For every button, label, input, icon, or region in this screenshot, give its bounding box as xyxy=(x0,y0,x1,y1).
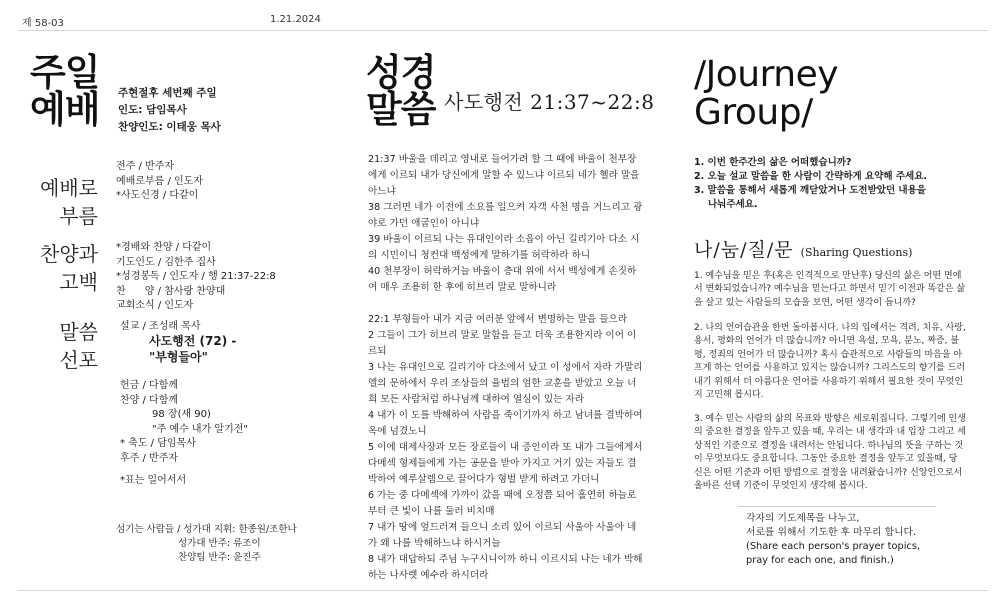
journey-question: 2. 오늘 설교 말씀을 한 사람이 간략하게 요약해 주세요. xyxy=(694,171,928,182)
section-title-line2: 부름 xyxy=(59,204,98,228)
worship-title-line1: 주일 xyxy=(30,51,100,94)
bottom-divider xyxy=(18,590,988,591)
sharing-question-1: 1. 예수님을 믿은 후(혹은 인격적으로 만난후) 당신의 삶은 어떤 면에서 변화되었습니까? 예수님을 믿는다고 하면서 믿기 이전과 똑같은 삶을 살고 있는 사람들의 모습을 보면, 어떤 생각이 듭니까? xyxy=(694,271,966,308)
section-title-line2: 선포 xyxy=(59,348,98,372)
sermon-title xyxy=(149,333,236,365)
closing-line: (Share each person's prayer topics, xyxy=(746,541,921,552)
scripture-title xyxy=(366,51,436,131)
worship-title xyxy=(30,51,100,131)
journey-question: 1. 이번 한주간의 삶은 어떠했습니까? xyxy=(694,157,852,168)
verse: 7 내가 땅에 엎드러져 들으니 소리 있어 이르되 사울아 사울아 네가 왜 나를 박해하느냐 하시거늘 xyxy=(368,522,637,549)
section-word-proclamation xyxy=(26,318,98,374)
scripture-title-line2: 말씀 xyxy=(366,88,436,131)
section-praise-confession xyxy=(26,240,98,296)
standing-note: *표는 일어서서 xyxy=(120,475,187,486)
order-response xyxy=(120,379,248,466)
closing-line: 서로를 위해서 기도한 후 마무리 합니다. xyxy=(746,527,917,538)
sharing-question-3: 3. 예수 믿는 사람의 삶의 목표와 방향은 세로워집니다. 그렇기에 인생의 중요한 결정을 앞두고 있을 때, 우리는 내 생각과 내 입장 그리고 세상적인 기준으로 결정을 내려서는 안됩니다. 하나님의 뜻을 구하는 것이 무엇보다도 중요합니다. 그동안 중요한 결정을 앞두고 있을때, 당신은 어떤 기준과 어떤 방법으로 결정을 내려왔습니까? 신앙인으로서 올바른 선택 기준이 무엇인지 생각해 봅시다. xyxy=(694,414,966,492)
journey-title-line1: /Journey xyxy=(694,54,839,95)
scripture-text xyxy=(368,152,644,584)
order-call-to-worship xyxy=(116,160,203,204)
hymn-title: "주 예수 내가 알기전" xyxy=(152,423,249,435)
sermon-title-line1: 사도행전 (72) - xyxy=(149,334,237,348)
closing-line: 각자의 기도제목을 나누고, xyxy=(746,513,860,524)
verse: 40 천부장이 허락하거늘 바울이 층대 위에 서서 백성에게 손짓하여 매우 조용히 한 후에 히브리 말로 말하니라 xyxy=(368,266,637,293)
verse: 8 내가 대답하되 주님 누구시니이까 하니 이르시되 나는 네가 박해하는 나사렛 예수라 하시더라 xyxy=(368,554,643,581)
verse: 3 나는 유대인으로 길리기아 다소에서 났고 이 성에서 자라 가말리엘의 문하에서 우리 조상들의 율법의 엄한 교훈을 받았고 오늘 너희 모든 사람처럼 하나님께 대하여 열심이 있는 자라 xyxy=(368,362,643,405)
journey-title-line2: Group/ xyxy=(694,92,813,133)
hymn-number: 98 장(새 90) xyxy=(152,409,211,420)
verse-gap xyxy=(368,296,644,312)
order-item: 기도인도 / 김한주 집사 xyxy=(116,256,216,268)
scripture-reference: 사도행전 21:37~22:8 xyxy=(444,90,655,114)
bulletin-date: 1.21.2024 xyxy=(270,14,321,25)
service-praise-leader: 찬양인도: 이태웅 목사 xyxy=(118,121,221,133)
verse: 22:1 부형들아 내가 지금 여러분 앞에서 변명하는 말을 들으라 xyxy=(368,314,628,325)
issue-number: 제 58-03 xyxy=(22,18,64,29)
order-item: *사도신경 / 다같이 xyxy=(116,190,199,201)
verse: 21:37 바울을 데리고 영내로 들어가려 할 그 때에 바울이 천부장에게 이르되 내가 당신에게 말할 수 있느냐 이르되 네가 헬라 말을 아느냐 xyxy=(368,154,640,197)
credits-line: 섬기는 사람들 / 성가대 지휘: 한종원/조한나 xyxy=(116,524,297,535)
closing-line: pray for each one, and finish.) xyxy=(746,555,894,566)
credits-line: 찬양팀 반주: 윤진주 xyxy=(178,552,261,563)
top-bar xyxy=(18,14,988,28)
order-item: 전주 / 반주자 xyxy=(116,161,175,172)
order-item: 찬 양 / 참사랑 찬양대 xyxy=(116,285,226,297)
sharing-questions-title xyxy=(694,235,912,262)
closing-instructions xyxy=(746,512,920,568)
top-divider xyxy=(18,30,988,31)
verse: 2 그들이 그가 히브리 말로 말함을 듣고 더욱 조용한지라 이어 이르되 xyxy=(368,330,637,357)
service-leader: 인도: 담임목사 xyxy=(118,104,187,116)
order-item: * 축도 / 담임목사 xyxy=(120,438,196,449)
section-title-line1: 찬양과 xyxy=(40,242,98,266)
verse: 5 이에 대제사장과 모든 장로들이 내 증인이라 또 내가 그들에게서 다메섹 형제들에게 가는 공문을 받아 가지고 거기 있는 자들도 결박하여 예루살렘으로 끌어다가 형벌 받게 하려고 가더니 xyxy=(368,442,643,485)
sharing-question-2: 2. 나의 언어습관을 한번 돌아봅시다. 나의 입에서는 격려, 치유, 사랑, 용서, 평화의 언어가 더 많습니까? 아니면 욕설, 모욕, 분노, 짜증, 불평, 정죄의 언어가 더 많습니까? 혹시 습관적으로 사람들의 마음을 아프게 하는 언어를 사용하고 있지는 않습니까? 그리스도의 향기를 드러내기 위해서 더 아름다운 언어를 사용하기 위해서 필요한 것이 무엇인지 고민해 봅시다. xyxy=(694,323,966,401)
section-call-to-worship xyxy=(26,174,98,230)
sharing-title-english: (Sharing Questions) xyxy=(800,246,913,259)
verse: 39 바울이 이르되 나는 유대인이라 소읍이 아닌 길리기아 다소 시의 시민이니 청컨대 백성에게 말하기를 허락하라 하니 xyxy=(368,234,640,261)
section-title-line1: 말씀 xyxy=(59,320,98,344)
section-title-line2: 고백 xyxy=(59,270,98,294)
credits-line: 성가대 반주: 류조이 xyxy=(178,538,261,549)
worship-title-line2: 예배 xyxy=(30,88,100,131)
verse: 4 내가 이 도를 박해하여 사람을 죽이기까지 하고 남녀를 결박하여 옥에 넘겼노니 xyxy=(368,410,643,437)
sermon-preacher: 설교 / 조성래 목사 xyxy=(120,321,201,332)
scripture-title-line1: 성경 xyxy=(366,51,436,94)
service-week: 주현절후 세번째 주일 xyxy=(118,87,217,99)
closing-divider xyxy=(738,506,936,507)
service-info xyxy=(118,85,221,136)
sharing-title-korean: 나/눔/질/문 xyxy=(694,239,794,261)
order-item: *성경봉독 / 인도자 / 행 21:37-22:8 xyxy=(116,271,276,282)
credits xyxy=(116,523,297,565)
verse: 6 가는 중 다메섹에 가까이 갔을 때에 오정쯤 되어 홀연히 하늘로부터 큰 빛이 나를 둘러 비치매 xyxy=(368,490,637,517)
journey-questions xyxy=(694,156,927,212)
order-item: 예배로부름 / 인도자 xyxy=(116,175,204,187)
order-item: *경배와 찬양 / 다같이 xyxy=(116,242,212,253)
order-praise-confession xyxy=(116,241,276,314)
order-item: 찬양 / 다함께 xyxy=(120,394,179,406)
order-item: 후주 / 반주자 xyxy=(120,452,179,464)
section-title-line1: 예배로 xyxy=(40,176,98,200)
sermon-title-line2: "부형들아" xyxy=(149,350,208,364)
order-item: 교회소식 / 인도자 xyxy=(116,300,194,311)
verse: 38 그러면 네가 이전에 소요를 일으켜 자객 사천 명을 거느리고 광야로 가던 애굽인이 아니냐 xyxy=(368,202,643,229)
order-item: 헌금 / 다함께 xyxy=(120,380,179,391)
journey-question: 3. 말씀을 통해서 새롭게 깨닫았거나 도전받았던 내용을 xyxy=(694,185,926,196)
journey-question-cont: 나눠주세요. xyxy=(708,199,758,210)
journey-group-title xyxy=(694,56,838,132)
